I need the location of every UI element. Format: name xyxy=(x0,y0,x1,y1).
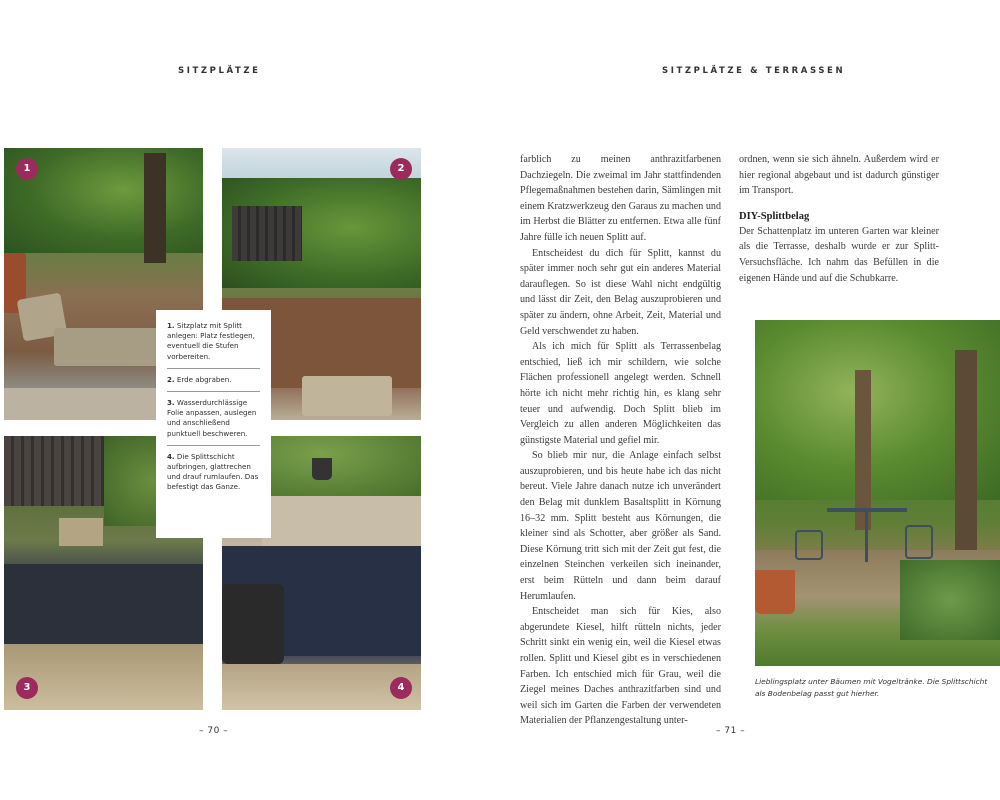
body-paragraph: ordnen, wenn sie sich ähneln. Außerdem wird er hier regional abgebaut und ist dadurch günstiger im Transport. xyxy=(739,154,939,197)
stone-step xyxy=(302,376,392,416)
section-heading: DIY-Splittbelag xyxy=(739,210,810,222)
step-text: Erde abgraben. xyxy=(176,374,232,384)
step-item xyxy=(167,375,260,392)
body-column-left xyxy=(520,152,721,729)
ground-fabric xyxy=(4,564,203,654)
page-number-left: – 70 – xyxy=(199,726,229,736)
bistro-chair xyxy=(905,525,933,559)
bucket xyxy=(312,458,332,480)
body-paragraph: Entscheidet man sich für Kies, also abgerundete Kiesel, hilft rütteln nichts, jeder Schritt sinkt ein wenig ein, weil die Kiesel etwas rollen. Splitt und Kiesel gibt es in verschiedenen Farben. Ich entschied mich für Grau, weil die Ziegel meines Daches anthrazitfarben sind und weil sich im Garten die Farben der verwendeten Materialien der Pflanzengestaltung unter- xyxy=(520,606,721,727)
photo-number-badge: 4 xyxy=(390,677,412,699)
body-column-right xyxy=(739,152,939,286)
body-paragraph: Als ich mich für Splitt als Terrassenbelag entschied, ließ ich mir schildern, wie solche Flächen professionell angelegt werden. Schnell hörte ich nicht mehr richtig hin, es klang sehr teuer und aufwendig. Doch Splitt blieb im Vergleich zu allen anderen Möglichkeiten das günstigste Material und gefiel mir. xyxy=(520,341,721,446)
tree-trunk xyxy=(855,370,871,530)
page-number-right: – 71 – xyxy=(716,726,746,736)
black-bucket xyxy=(222,584,284,664)
tree-trunk xyxy=(144,153,166,263)
step-item xyxy=(167,398,260,446)
fence xyxy=(4,436,114,506)
body-paragraph: farblich zu meinen anthrazitfarbenen Dachziegeln. Die zweimal im Jahr stattfindenden Pflegemaßnahmen bestehen darin, Sämlingen mit einem Kratzwerkzeug den Garaus zu machen und im Herbst die Blätter zu entfernen. Etwa alle fünf Jahre fülle ich neuen Splitt auf. xyxy=(520,154,721,243)
steps-box xyxy=(156,310,271,538)
body-paragraph: So blieb mir nur, die Anlage einfach selbst auszuprobieren, und bis heute habe ich das nicht bereut. Viele Jahre danach nutze ich unverändert den Belag mit dunklem Basaltsplitt in Körnung 16–32 mm. Splitt besteht aus Körnungen, die kleiner sind als Schotter, aber größer als Sand. Diese Körnung tritt sich mit der Zeit gut fest, die einzelnen Steinchen verkeilen sich ineinander, erst beim Rütteln und dann beim darauf Herumlaufen. xyxy=(520,450,721,602)
photo-number-badge: 1 xyxy=(16,158,38,180)
body-paragraph: Der Schattenplatz im unteren Garten war kleiner als die Terrasse, deshalb wurde er zur Splitt-Versuchsfläche. Ich nahm das Befüllen in die eigenen Hände und auf die Schubkarre. xyxy=(739,225,939,284)
fence xyxy=(232,206,302,261)
step-text: Wasserdurchlässige Folie anpassen, auslegen und anschließend punktuell beschweren. xyxy=(167,398,257,438)
step-text: Die Splittschicht aufbringen, glattrechen und drauf rumlaufen. Das befestigt das Ganze. xyxy=(167,451,259,492)
step-number: 4. xyxy=(167,451,175,461)
shrub xyxy=(900,560,1000,640)
running-head-right: SITZPLÄTZE & TERRASSEN xyxy=(662,66,846,76)
stone-border xyxy=(4,644,203,710)
tree-trunk xyxy=(955,350,977,550)
step-number: 1. xyxy=(167,321,175,330)
stone-slab xyxy=(54,328,164,366)
terracotta-pot xyxy=(755,570,795,614)
bistro-table-leg xyxy=(865,512,868,562)
step-number: 3. xyxy=(167,398,175,408)
bistro-chair xyxy=(795,530,823,560)
stone-step xyxy=(59,518,103,546)
photo-number-badge: 2 xyxy=(390,158,412,180)
step-number: 2. xyxy=(167,374,175,384)
running-head-left: SITZPLÄTZE xyxy=(178,66,261,76)
step-text: Sitzplatz mit Splitt anlegen: Platz festlegen, eventuell die Stufen vorbereiten. xyxy=(167,321,255,361)
photo-caption: Lieblingsplatz unter Bäumen mit Vogeltränke. Die Splittschicht als Bodenbelag passt gut hierher. xyxy=(755,677,988,698)
photo-number-badge: 3 xyxy=(16,677,38,699)
step-item xyxy=(167,452,260,499)
step-item xyxy=(167,321,260,369)
body-paragraph: Entscheidest du dich für Splitt, kannst du später immer noch sehr gut ein anderes Material darauflegen. So ist diese Wahl nicht endgültig und lässt dir Zeit, den Belag auszuprobieren und später zu ändern, ohne Arbeit, Zeit, Material und Geld verschwendet zu haben. xyxy=(520,247,721,337)
photo-seating-area xyxy=(755,320,1000,666)
